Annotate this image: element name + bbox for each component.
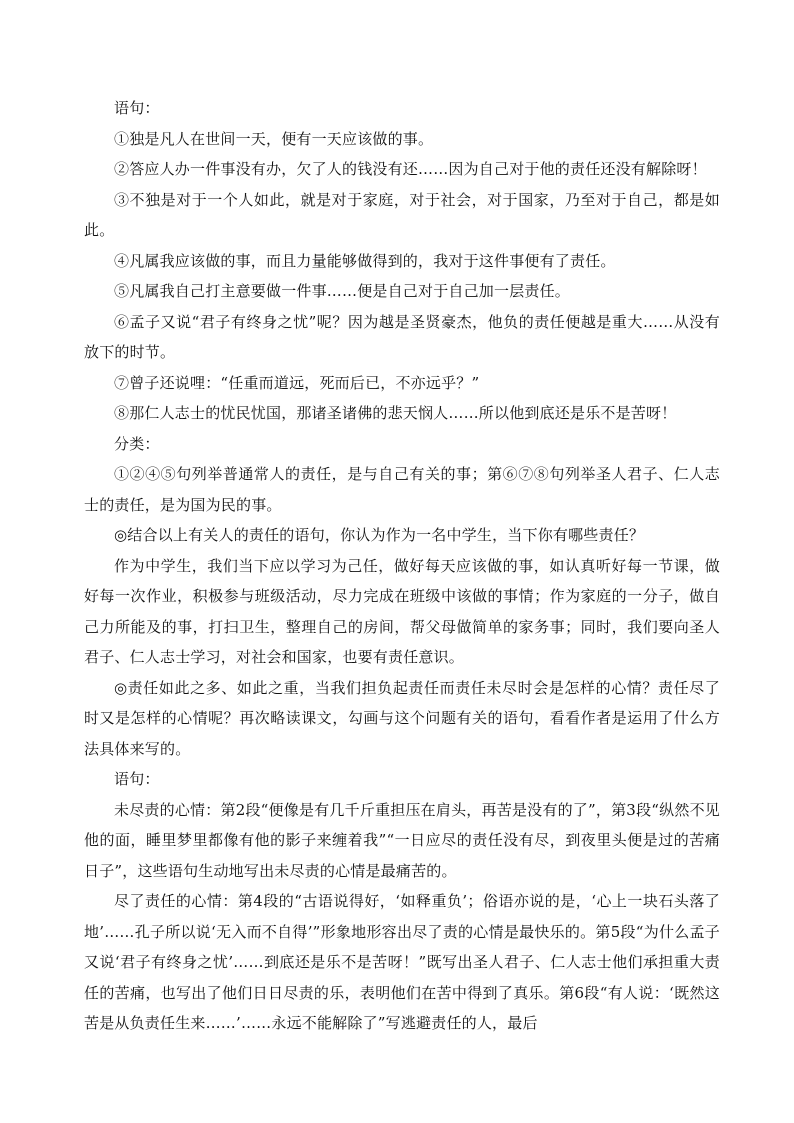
fulfilled-duty-analysis: 尽了责任的心情：第4段的“古语说得好，‘如释重负’；俗语亦说的是，‘心上一块石头落了地’……孔子所以说‘无入而不自得’”形象地形容出尽了责的心情是最快乐的。第5段“为什么孟子又说‘君子有终身之忧’……到底还是乐不是苦呀！”既写出圣人君子、仁人志士他们承担重大责任的苦痛，也写出了他们日日尽责的乐，表明他们在苦中得到了真乐。第6段“有人说：‘既然这苦是从负责任生来……’……永远不能解除了”写逃避责任的人，最后 — [84, 892, 720, 1032]
question-1: ◎结合以上有关人的责任的语句，你认为作为一名中学生，当下你有哪些责任？ — [114, 526, 645, 544]
sentence-8: ⑧那仁人志士的忧民忧国，那诸圣诸佛的悲天悯人……所以他到底还是乐不是苦呀！ — [114, 404, 677, 422]
document-body — [84, 93, 720, 1039]
label-sentences-2: 语句： — [114, 770, 160, 788]
sentence-6: ⑥孟子又说“君子有终身之忧”呢？因为越是圣贤豪杰，他负的责任便越是重大……从没有放下的时节。 — [84, 312, 720, 361]
question-2: ◎责任如此之多、如此之重，当我们担负起责任而责任未尽时会是怎样的心情？责任尽了时又是怎样的心情呢？再次略读课文，勾画与这个问题有关的语句，看看作者是运用了什么方法具体来写的。 — [84, 678, 720, 758]
label-classification: 分类： — [114, 434, 160, 453]
label-sentences: 语句： — [114, 99, 160, 117]
answer-1: 作为中学生，我们当下应以学习为己任，做好每天应该做的事，如认真听好每一节课，做好每一次作业，积极参与班级活动，尽力完成在班级中该做的事情；作为家庭的一分子，做自己力所能及的事，打扫卫生，整理自己的房间，帮父母做简单的家务事；同时，我们要向圣人君子、仁人志士学习，对社会和国家，也要有责任意识。 — [84, 556, 720, 666]
sentence-4: ④凡属我应该做的事，而且力量能够做得到的，我对于这件事便有了责任。 — [114, 251, 616, 270]
sentence-3: ③不独是对于一个人如此，就是对于家庭，对于社会，对于国家，乃至对于自己，都是如此。 — [84, 190, 720, 239]
sentence-7: ⑦曾子还说哩：“任重而道远，死而后已，不亦远乎？” — [114, 373, 480, 392]
unfulfilled-duty-analysis: 未尽责的心情：第2段“便像是有几千斤重担压在肩头，再苦是没有的了”，第3段“纵然不见他的面，睡里梦里都像有他的影子来缠着我”“一日应尽的责任没有尽，到夜里头便是过的苦痛日子”，这些语句生动地写出未尽责的心情是最痛苦的。 — [84, 800, 720, 880]
sentence-5: ⑤凡属我自己打主意要做一件事……便是自己对于自己加一层责任。 — [114, 282, 571, 300]
sentence-1: ①独是凡人在世间一天，便有一天应该做的事。 — [114, 129, 434, 148]
sentence-2: ②答应人办一件事没有办，欠了人的钱没有还……因为自己对于他的责任还没有解除呀！ — [114, 160, 707, 178]
classification-answer: ①②④⑤句列举普通常人的责任，是与自己有关的事；第⑥⑦⑧句列举圣人君子、仁人志士的责任，是为国为民的事。 — [84, 465, 720, 514]
